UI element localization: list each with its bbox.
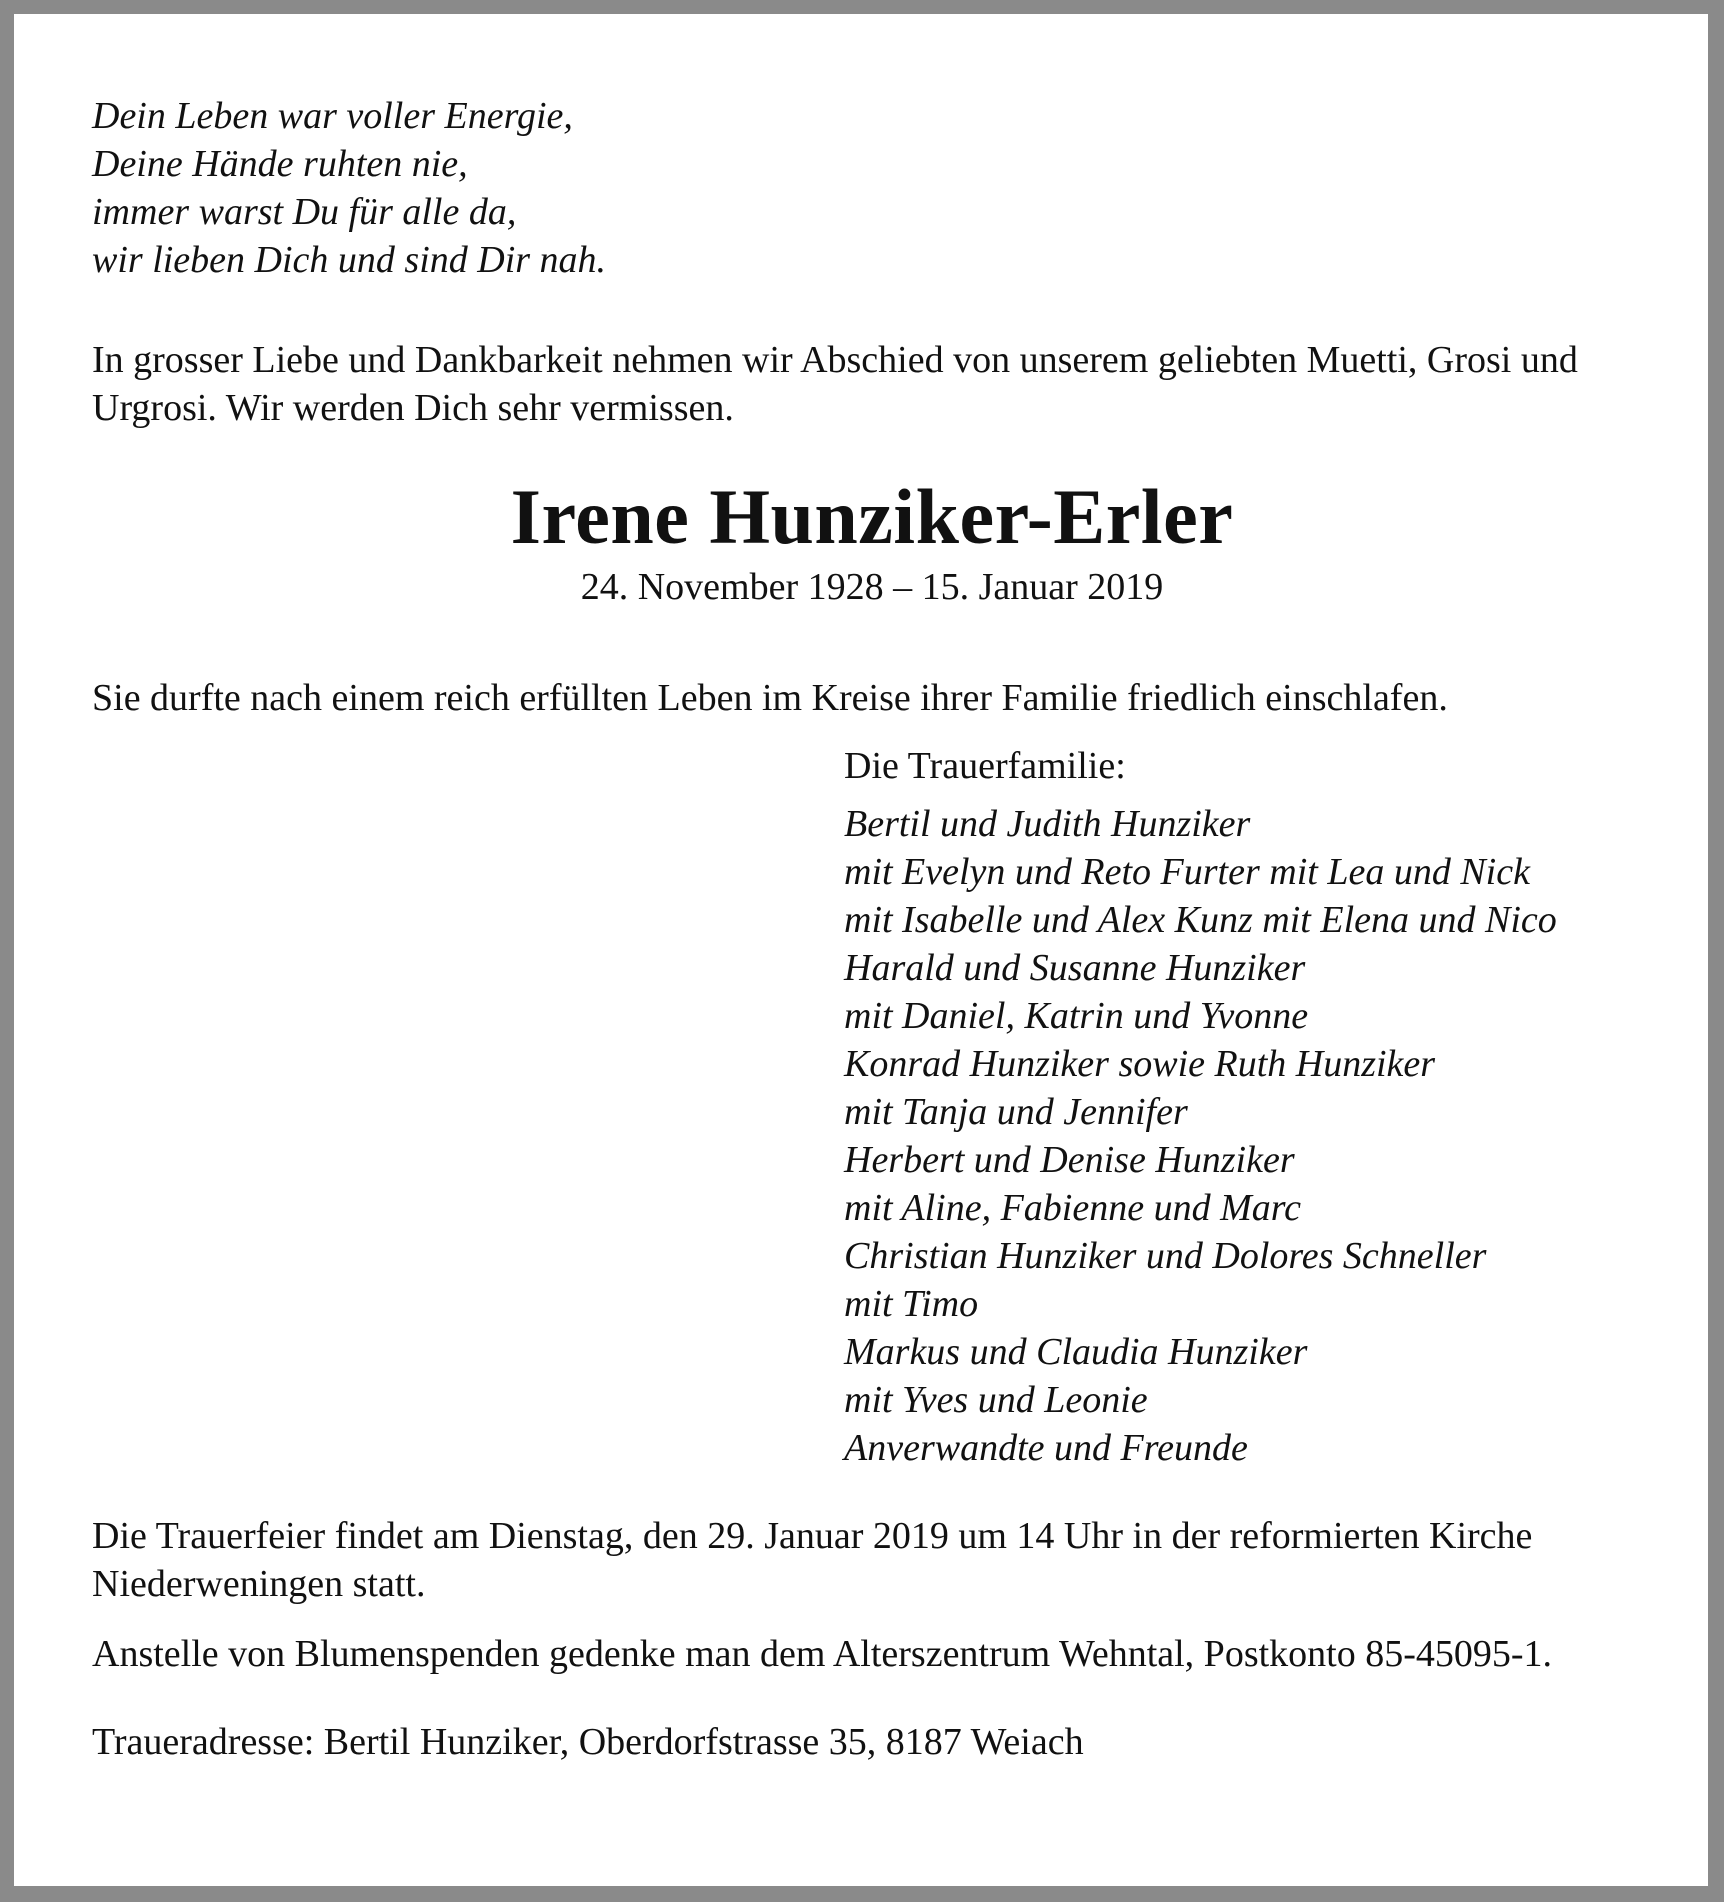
family-member: Anverwandte und Freunde <box>844 1427 1248 1469</box>
poem-line: Dein Leben war voller Energie, <box>92 95 573 137</box>
ceremony-text: Die Trauerfeier findet am Dienstag, den 29. Januar 2019 um 14 Uhr in der reformierten Kirche Niederweningen statt. <box>92 1515 1533 1605</box>
family-section <box>92 742 1652 1472</box>
poem <box>92 92 1652 284</box>
mourning-address: Traueradresse: Bertil Hunziker, Oberdorfstrasse 35, 8187 Weiach <box>92 1721 1084 1763</box>
family-member: Konrad Hunziker sowie Ruth Hunziker <box>844 1043 1436 1085</box>
family-member: mit Aline, Fabienne und Marc <box>844 1187 1301 1229</box>
obituary-page <box>14 14 1708 1886</box>
donations-text: Anstelle von Blumenspenden gedenke man dem Alterszentrum Wehntal, Postkonto 85-45095-1. <box>92 1633 1553 1675</box>
intro-text: In grosser Liebe und Dankbarkeit nehmen wir Abschied von unserem geliebten Muetti, Grosi und Urgrosi. Wir werden Dich sehr vermissen. <box>92 339 1578 429</box>
family-member: mit Daniel, Katrin und Yvonne <box>844 995 1309 1037</box>
family-member: mit Timo <box>844 1283 979 1325</box>
poem-line: Deine Hände ruhten nie, <box>92 143 468 185</box>
family-member: mit Tanja und Jennifer <box>844 1091 1188 1133</box>
life-dates: 24. November 1928 – 15. Januar 2019 <box>580 566 1164 608</box>
family-member: Herbert und Denise Hunziker <box>844 1139 1295 1181</box>
family-list <box>844 800 1652 1472</box>
family-heading: Die Trauerfamilie: <box>844 745 1126 787</box>
family-member: mit Evelyn und Reto Furter mit Lea und Nick <box>844 851 1530 893</box>
poem-line: wir lieben Dich und sind Dir nah. <box>92 239 607 281</box>
obituary-content <box>92 92 1652 1766</box>
poem-line: immer warst Du für alle da, <box>92 191 517 233</box>
statement-text: Sie durfte nach einem reich erfüllten Leben im Kreise ihrer Familie friedlich einschlafen. <box>92 677 1448 719</box>
family-member: mit Isabelle und Alex Kunz mit Elena und Nico <box>844 899 1557 941</box>
family-member: Bertil und Judith Hunziker <box>844 803 1251 845</box>
family-member: mit Yves und Leonie <box>844 1379 1148 1421</box>
deceased-name: Irene Hunziker-Erler <box>510 473 1234 560</box>
family-member: Markus und Claudia Hunziker <box>844 1331 1308 1373</box>
family-member: Harald und Susanne Hunziker <box>844 947 1306 989</box>
family-member: Christian Hunziker und Dolores Schneller <box>844 1235 1487 1277</box>
